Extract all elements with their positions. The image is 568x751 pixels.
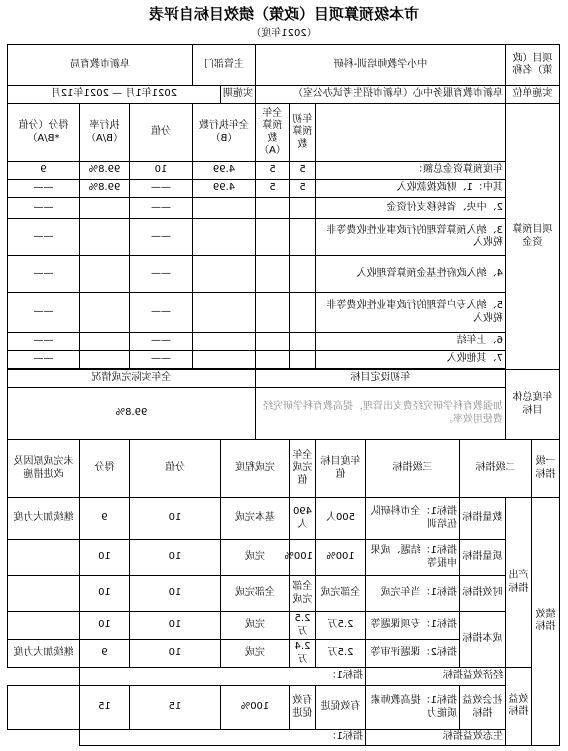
time-label: 时效指标 (460, 576, 506, 612)
quality-reason (7, 540, 79, 576)
goals-target: 加强教育科学研究经费支出管理，提高教育科学研究经费使用效率。 (255, 388, 505, 440)
funds-cell: 99.8% (79, 162, 129, 180)
cost-label: 成本指标 (460, 612, 506, 668)
quantity-got: 9 (79, 498, 129, 540)
perf-header: 得分 (79, 440, 129, 498)
quantity-score: 10 (129, 498, 220, 540)
funds-row-label: 年度预算资金总额： (316, 162, 506, 180)
quantity-label: 数量指标 (460, 498, 506, 540)
funds-header: 年初预算数 (290, 104, 316, 162)
time-name: 指标1：当年完成 (366, 576, 460, 612)
funds-cell: 5 (255, 180, 289, 198)
time-score: 10 (129, 576, 220, 612)
funds-header: 全年预算数（A） (255, 104, 289, 162)
cost1-score: 10 (129, 612, 220, 640)
project-name-label: 项目（政策）名称 (506, 45, 560, 86)
goals-col1: 年初设定目标 (255, 370, 505, 388)
funds-row-label: 5、纳入专户管理的行政事业性收费等非税收入 (316, 293, 506, 333)
perf-section-label: 绩效指标 (532, 498, 560, 746)
funds-cell: —— (129, 293, 192, 333)
funds-cell (255, 198, 289, 219)
cost1-target: 2.5万 (316, 612, 366, 640)
econ-label: 经济效益指标 (366, 668, 506, 686)
quantity-actual: 490人 (290, 498, 316, 540)
funds-cell (79, 198, 129, 219)
goals-section-label: 年度总体目标 (506, 370, 560, 440)
social-degree: 100% (220, 686, 289, 730)
funds-cell: —— (129, 180, 192, 198)
goals-col2: 全年实际完成情况 (7, 370, 255, 388)
funds-cell: —— (7, 180, 79, 198)
funds-cell (192, 333, 255, 351)
output-label: 产出指标 (506, 498, 532, 668)
funds-cell: —— (7, 198, 79, 219)
quality-name: 指标1：结题、成果申报等 (366, 540, 460, 576)
funds-cell (290, 219, 316, 256)
funds-cell (79, 351, 129, 369)
perf-header: 三级指标 (366, 440, 460, 498)
time-got: 10 (79, 576, 129, 612)
period-label: 实施期 (220, 86, 255, 104)
funds-section-label: 项目预算资金 (506, 104, 560, 370)
perf-header: 年度目标值 (316, 440, 366, 498)
cost2-score: 10 (129, 640, 220, 668)
social-label: 社会效益指标 (460, 686, 506, 730)
econ-name: 指标1： (79, 668, 365, 686)
social-reason (7, 686, 79, 730)
cost1-name: 指标1：专项课题等 (366, 612, 460, 640)
cost2-reason: 继续加大力度 (7, 640, 79, 668)
quality-degree: 完成 (220, 540, 289, 576)
social-got: 15 (79, 686, 129, 730)
quality-actual: 100% (290, 540, 316, 576)
quantity-degree: 基本完成 (220, 498, 289, 540)
eco-name: 指标1： (79, 730, 365, 746)
time-degree: 全部完成 (220, 576, 289, 612)
funds-cell (255, 219, 289, 256)
cost2-actual: 2.4万 (290, 640, 316, 668)
perf-header: 未完成原因及改进措施 (7, 440, 79, 498)
time-target: 全部完成 (316, 576, 366, 612)
cost2-name: 指标2：课题评审等 (366, 640, 460, 668)
perf-header: 一级指标 (532, 440, 560, 498)
social-target: 有效促进 (316, 686, 366, 730)
funds-cell: 5 (290, 162, 316, 180)
funds-cell (192, 256, 255, 293)
project-name: 中小学教师培训-科研 (255, 45, 505, 86)
funds-header: 分值 (129, 104, 192, 162)
funds-row-label: 其中：1、财政拨款收入 (316, 180, 506, 198)
time-actual: 全部完成 (290, 576, 316, 612)
funds-cell (255, 293, 289, 333)
funds-cell (290, 351, 316, 369)
unit-value: 阜新市教育服务中心（阜新市招生考试办公室） (255, 86, 505, 104)
funds-cell: 4.99 (192, 180, 255, 198)
time-reason (7, 576, 79, 612)
funds-cell: —— (7, 219, 79, 256)
funds-cell (192, 351, 255, 369)
benefit-label: 效益指标 (506, 668, 532, 746)
funds-row-label: 6、上年结 (316, 333, 506, 351)
funds-cell: —— (129, 351, 192, 369)
funds-cell (290, 256, 316, 293)
page-title: 市本级预算项目（政策）绩效目标自评表 (149, 5, 420, 23)
eco-label: 生态效益指标 (366, 730, 506, 746)
perf-header: 完成程度 (220, 440, 289, 498)
funds-header: 执行率（B/A） (79, 104, 129, 162)
funds-cell (255, 256, 289, 293)
funds-cell: —— (7, 293, 79, 333)
funds-cell (290, 198, 316, 219)
funds-cell (290, 293, 316, 333)
funds-cell: —— (7, 256, 79, 293)
funds-cell (290, 333, 316, 351)
funds-cell: 4.99 (192, 162, 255, 180)
funds-cell (255, 333, 289, 351)
funds-cell: 99.8% (79, 180, 129, 198)
perf-header: 二级指标 (460, 440, 532, 498)
funds-header (316, 104, 506, 162)
year-label: （2021年度） (251, 28, 317, 39)
quality-target: 100% (316, 540, 366, 576)
funds-cell: 9 (7, 162, 79, 180)
funds-cell (255, 351, 289, 369)
quality-got: 10 (79, 540, 129, 576)
funds-cell: 5 (255, 162, 289, 180)
funds-row-label: 4、纳入政府性基金预算管理收入 (316, 256, 506, 293)
cost2-got: 9 (79, 640, 129, 668)
perf-header: 分值 (129, 440, 220, 498)
quantity-name: 指标1：全市科研队伍培训 (366, 498, 460, 540)
dept-value: 阜新市教育局 (7, 45, 192, 86)
cost1-got: 10 (79, 612, 129, 640)
funds-cell: —— (7, 351, 79, 369)
goals-actual: 99.8% (7, 388, 255, 440)
cost1-reason (7, 612, 79, 640)
social-actual: 有效促进 (290, 686, 316, 730)
cost2-target: 2.5万 (316, 640, 366, 668)
cost2-degree: 完成 (220, 640, 289, 668)
funds-row-label: 7、其他收入 (316, 351, 506, 369)
funds-cell (79, 333, 129, 351)
funds-row-label: 3、纳入预算管理的行政事业性收费等非税收入 (316, 219, 506, 256)
funds-header: 得分（分值*B/A） (7, 104, 79, 162)
funds-cell: —— (7, 333, 79, 351)
social-score: 15 (129, 686, 220, 730)
quality-label: 质量指标 (460, 540, 506, 576)
cost1-degree: 完成 (220, 612, 289, 640)
funds-cell: —— (129, 333, 192, 351)
social-name: 指标1：提高教师素质能力 (366, 686, 460, 730)
quantity-target: 500人 (316, 498, 366, 540)
funds-header: 全年执行数（B） (192, 104, 255, 162)
funds-cell (192, 198, 255, 219)
quality-score: 10 (129, 540, 220, 576)
evaluation-table (7, 44, 560, 746)
unit-label: 实施单位 (506, 86, 560, 104)
cost1-actual: 2.5万 (290, 612, 316, 640)
funds-cell: —— (129, 256, 192, 293)
funds-cell: 10 (129, 162, 192, 180)
funds-cell (79, 219, 129, 256)
period-value: 2021年1月 — 2021年12月 (7, 86, 220, 104)
funds-cell (79, 256, 129, 293)
dept-label: 主管部门 (192, 45, 255, 86)
funds-cell: 5 (290, 180, 316, 198)
funds-cell (192, 293, 255, 333)
funds-cell (192, 219, 255, 256)
perf-header: 全年完成值 (290, 440, 316, 498)
quantity-reason: 继续加大力度 (7, 498, 79, 540)
funds-cell: —— (129, 198, 192, 219)
funds-cell: —— (129, 219, 192, 256)
funds-cell (79, 293, 129, 333)
funds-row-label: 2、中央、省转移支付资金 (316, 198, 506, 219)
